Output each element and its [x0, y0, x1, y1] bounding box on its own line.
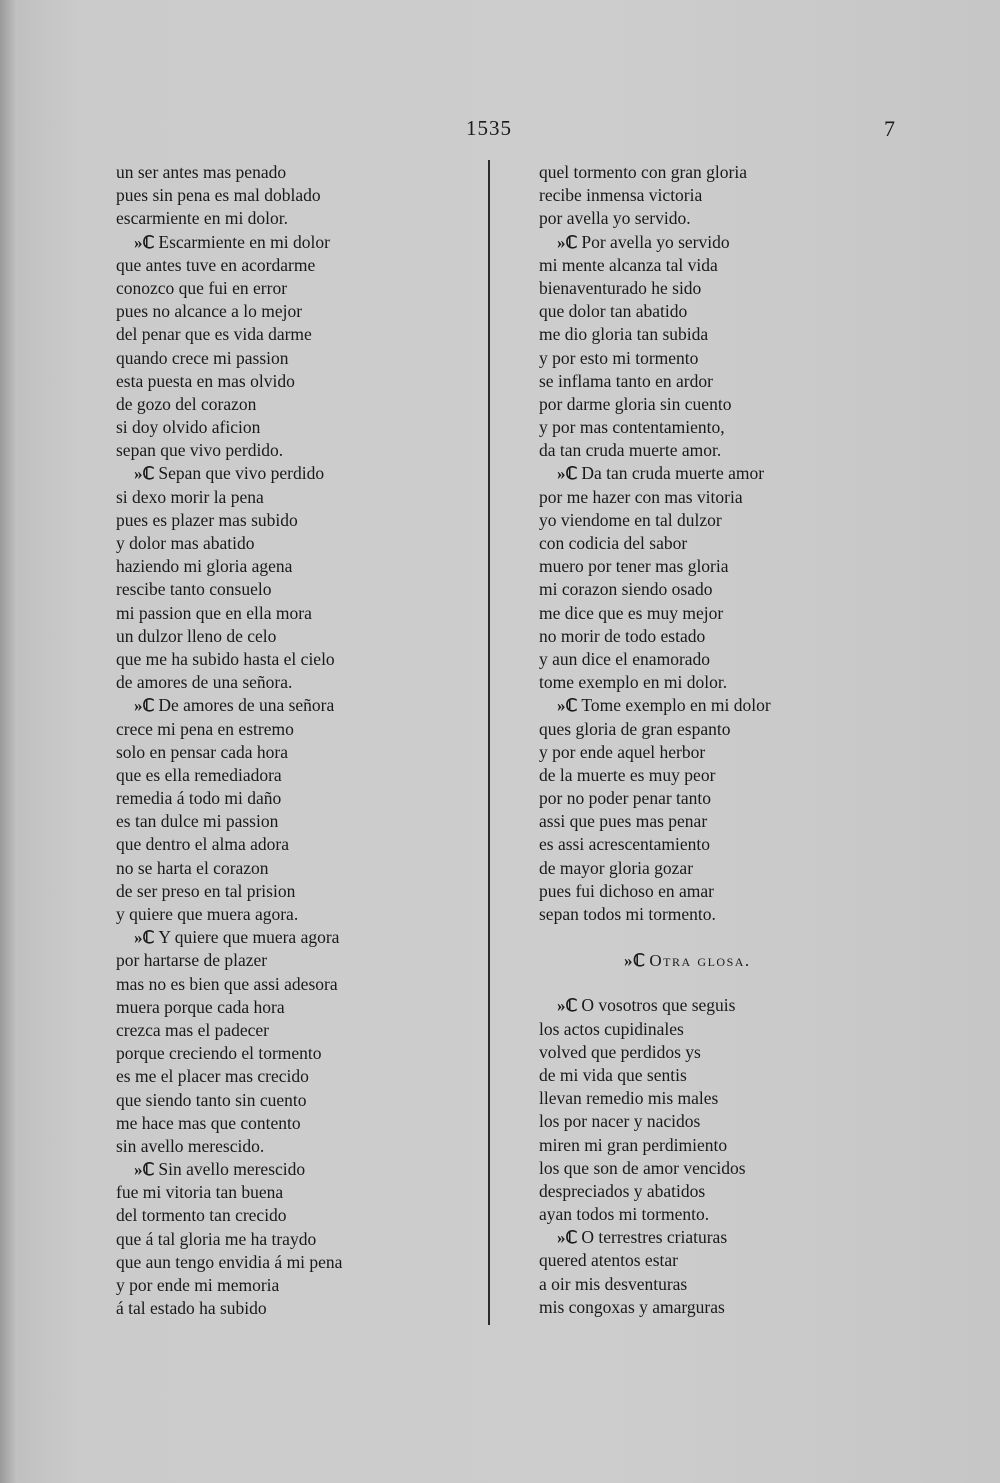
verse-line: [116, 996, 476, 1019]
stanza-first-line: [116, 1158, 476, 1181]
verse-line: [116, 439, 476, 462]
stanza-first-line: [116, 462, 476, 485]
verse-text: por no poder penar tanto: [539, 788, 712, 809]
verse-line: [116, 718, 476, 741]
verse-text: de mi vida que sentis: [539, 1064, 687, 1085]
verse-text: conozco que fui en error: [116, 277, 288, 298]
verse-text: Y quiere que muera agora: [158, 927, 340, 948]
verse-line: [116, 1112, 476, 1135]
verse-line: [539, 810, 869, 833]
verse-text: del tormento tan crecido: [116, 1205, 287, 1226]
verse-text: me dio gloria tan subida: [539, 324, 709, 345]
verse-text: muera porque cada hora: [116, 996, 285, 1017]
verse-text: del penar que es vida darme: [116, 324, 312, 345]
verse-line: [116, 787, 476, 810]
verse-line: [539, 602, 869, 625]
verse-line: [116, 949, 476, 972]
verse-text: O terrestres criaturas: [581, 1227, 728, 1248]
verse-text: a oir mis desventuras: [539, 1273, 688, 1294]
verse-text: Tome exemplo en mi dolor: [581, 695, 771, 716]
verse-text: pues fui dichoso en amar: [539, 880, 714, 901]
verse-text: los por nacer y nacidos: [539, 1111, 701, 1132]
verse-line: [539, 671, 869, 694]
verse-line: [539, 254, 869, 277]
verse-line: [116, 1297, 476, 1320]
verse-line: [539, 323, 869, 346]
verse-line: [539, 486, 869, 509]
stanza-mark: »ℂ: [557, 1228, 578, 1248]
verse-line: [116, 903, 476, 926]
stanza-mark: »ℂ: [557, 696, 578, 716]
verse-text: los actos cupidinales: [539, 1018, 684, 1039]
verse-text: miren mi gran perdimiento: [539, 1134, 728, 1155]
verse-line: [539, 1110, 869, 1133]
stanza-first-line: [539, 231, 869, 254]
verse-line: [539, 718, 869, 741]
verse-text: yo viendome en tal dulzor: [539, 509, 722, 530]
verse-line: [116, 1181, 476, 1204]
verse-text: no se harta el corazon: [116, 857, 269, 878]
verse-text: si doy olvido aficion: [116, 417, 261, 438]
verse-text: Da tan cruda muerte amor: [581, 463, 765, 484]
verse-line: [539, 184, 869, 207]
verse-text: sepan todos mi tormento.: [539, 904, 716, 924]
verse-text: y por mas contentamiento,: [539, 417, 725, 438]
verse-text: de ser preso en tal prision: [116, 880, 296, 901]
verse-line: [116, 1135, 476, 1158]
verse-line: [539, 1249, 869, 1272]
stanza-first-line: [116, 926, 476, 949]
signature-mark: 7: [884, 116, 895, 141]
verse-line: [116, 486, 476, 509]
verse-line: [539, 880, 869, 903]
stanza-first-line: [116, 231, 476, 254]
verse-line: [539, 1134, 869, 1157]
verse-text: es tan dulce mi passion: [116, 811, 279, 832]
verse-line: [539, 555, 869, 578]
verse-line: [539, 277, 869, 300]
verse-line: [116, 1065, 476, 1088]
page-edge-shadow: [0, 0, 18, 1483]
verse-text: escarmiente en mi dolor.: [116, 208, 289, 229]
verse-text: ayan todos mi tormento.: [539, 1204, 710, 1225]
verse-line: [539, 439, 869, 462]
verse-line: [116, 833, 476, 856]
stanza-first-line: [116, 694, 476, 717]
stanza-mark: »ℂ: [134, 928, 155, 948]
verse-line: [116, 1251, 476, 1274]
verse-line: [539, 833, 869, 856]
verse-text: de gozo del corazon: [116, 393, 257, 414]
verse-text: que antes tuve en acordarme: [116, 254, 316, 275]
verse-line: [116, 277, 476, 300]
right-column: [539, 161, 869, 1319]
verse-line: [116, 207, 476, 230]
verse-line: [116, 810, 476, 833]
verse-line: [539, 625, 869, 648]
verse-line: [116, 973, 476, 996]
stanza-mark: »ℂ: [557, 464, 578, 484]
verse-line: [116, 370, 476, 393]
verse-line: [539, 903, 869, 926]
verse-line: [539, 416, 869, 439]
verse-text: De amores de una señora: [158, 695, 335, 716]
verse-line: [116, 578, 476, 601]
verse-text: volved que perdidos ys: [539, 1041, 701, 1062]
verse-line: [116, 347, 476, 370]
verse-line: [116, 671, 476, 694]
verse-text: y por esto mi tormento: [539, 347, 699, 368]
verse-line: [539, 1203, 869, 1226]
verse-text: bienaventurado he sido: [539, 277, 702, 298]
verse-text: por avella yo servido.: [539, 208, 691, 229]
verse-text: quered atentos estar: [539, 1250, 678, 1271]
verse-line: [116, 254, 476, 277]
verse-text: me hace mas que contento: [116, 1112, 301, 1133]
verse-line: [539, 509, 869, 532]
verse-text: pues no alcance a lo mejor: [116, 301, 303, 322]
verse-text: un ser antes mas penado: [116, 162, 287, 182]
verse-line: [116, 323, 476, 346]
stanza-first-line: [539, 1226, 869, 1249]
stanza-first-line: [539, 462, 869, 485]
stanza-mark: »ℂ: [134, 1160, 155, 1180]
verse-text: fue mi vitoria tan buena: [116, 1182, 284, 1203]
verse-text: es assi acrescentamiento: [539, 834, 711, 855]
verse-line: [539, 1180, 869, 1203]
verse-line: [539, 1296, 869, 1319]
stanza-mark: »ℂ: [134, 464, 155, 484]
stanza-mark: »ℂ: [557, 232, 578, 252]
verse-text: sin avello merescido.: [116, 1135, 265, 1156]
verse-line: [116, 555, 476, 578]
verse-text: mas no es bien que assi adesora: [116, 973, 338, 994]
verse-line: [116, 1042, 476, 1065]
verse-line: [116, 857, 476, 880]
verse-line: [116, 509, 476, 532]
verse-line: [116, 161, 476, 184]
verse-line: [539, 161, 869, 184]
verse-text: con codicia del sabor: [539, 533, 688, 553]
verse-text: y dolor mas abatido: [116, 533, 255, 553]
stanza-mark: »ℂ: [624, 951, 646, 971]
verse-text: Escarmiente en mi dolor: [158, 231, 330, 252]
verse-line: [539, 532, 869, 555]
verse-text: da tan cruda muerte amor.: [539, 440, 722, 461]
right-column-glosa-verses: [539, 994, 869, 1319]
stanza-mark: »ℂ: [557, 996, 578, 1016]
verse-line: [539, 1087, 869, 1110]
verse-text: y por ende mi memoria: [116, 1275, 280, 1295]
verse-text: remedia á todo mi daño: [116, 788, 282, 809]
verse-text: solo en pensar cada hora: [116, 741, 289, 762]
verse-line: [539, 1064, 869, 1087]
verse-line: [539, 578, 869, 601]
verse-text: rescibe tanto consuelo: [116, 579, 272, 600]
verse-line: [539, 207, 869, 230]
verse-text: de amores de una señora.: [116, 672, 293, 693]
verse-text: mi corazon siendo osado: [539, 579, 713, 600]
stanza-first-line: [539, 994, 869, 1017]
verse-text: de la muerte es muy peor: [539, 764, 716, 785]
verse-text: Sin avello merescido: [158, 1159, 306, 1180]
column-divider: [488, 160, 490, 1325]
verse-line: [539, 764, 869, 787]
verse-line: [116, 300, 476, 323]
verse-text: mis congoxas y amarguras: [539, 1296, 725, 1317]
verse-line: [116, 393, 476, 416]
verse-text: haziendo mi gloria agena: [116, 556, 293, 577]
verse-text: se inflama tanto en ardor: [539, 370, 713, 391]
verse-text: Por avella yo servido: [581, 231, 730, 252]
verse-line: [116, 880, 476, 903]
verse-text: mi passion que en ella mora: [116, 602, 312, 623]
verse-text: quando crece mi passion: [116, 347, 289, 368]
verse-text: assi que pues mas penar: [539, 811, 708, 832]
verse-text: los que son de amor vencidos: [539, 1157, 746, 1178]
verse-line: [539, 1018, 869, 1041]
verse-text: despreciados y abatidos: [539, 1180, 706, 1201]
verse-line: [116, 741, 476, 764]
verse-line: [116, 602, 476, 625]
verse-line: [539, 741, 869, 764]
verse-line: [539, 857, 869, 880]
verse-text: me dice que es muy mejor: [539, 602, 724, 623]
verse-text: por darme gloria sin cuento: [539, 393, 732, 414]
verse-text: si dexo morir la pena: [116, 486, 264, 507]
verse-line: [539, 347, 869, 370]
verse-text: por me hazer con mas vitoria: [539, 486, 743, 507]
verse-text: y por ende aquel herbor: [539, 741, 706, 762]
verse-line: [539, 393, 869, 416]
verse-line: [116, 625, 476, 648]
verse-text: es me el placer mas crecido: [116, 1066, 309, 1087]
verse-text: ques gloria de gran espanto: [539, 718, 731, 739]
verse-line: [539, 300, 869, 323]
verse-text: de mayor gloria gozar: [539, 857, 694, 878]
verse-text: y quiere que muera agora.: [116, 904, 299, 924]
verse-line: [539, 648, 869, 671]
left-column: [116, 161, 476, 1320]
verse-text: O vosotros que seguis: [581, 995, 736, 1016]
verse-text: tome exemplo en mi dolor.: [539, 672, 728, 693]
verse-text: que aun tengo envidia á mi pena: [116, 1251, 343, 1272]
verse-text: y aun dice el enamorado: [539, 648, 711, 669]
verse-line: [539, 370, 869, 393]
verse-text: sepan que vivo perdido.: [116, 440, 284, 461]
verse-text: á tal estado ha subido: [116, 1298, 267, 1319]
verse-text: que me ha subido hasta el cielo: [116, 648, 335, 669]
page-number: 1535: [466, 116, 512, 140]
verse-text: llevan remedio mis males: [539, 1088, 719, 1109]
verse-line: [539, 787, 869, 810]
verse-text: que dolor tan abatido: [539, 301, 688, 322]
stanza-mark: »ℂ: [134, 232, 155, 252]
verse-line: [116, 764, 476, 787]
verse-text: pues sin pena es mal doblado: [116, 185, 321, 206]
verse-line: [116, 532, 476, 555]
verse-line: [116, 1204, 476, 1227]
verse-line: [116, 648, 476, 671]
right-column-verses: [539, 161, 869, 926]
stanza-first-line: [539, 694, 869, 717]
verse-line: [539, 1157, 869, 1180]
verse-text: esta puesta en mas olvido: [116, 370, 295, 391]
verse-line: [116, 1274, 476, 1297]
verse-text: un dulzor lleno de celo: [116, 625, 277, 646]
section-heading-text: Otra glosa.: [649, 951, 751, 971]
verse-text: crezca mas el padecer: [116, 1019, 270, 1040]
stanza-mark: »ℂ: [134, 696, 155, 716]
verse-text: que dentro el alma adora: [116, 834, 289, 855]
verse-line: [116, 416, 476, 439]
verse-text: mi mente alcanza tal vida: [539, 254, 718, 275]
verse-text: que á tal gloria me ha traydo: [116, 1228, 317, 1249]
verse-text: que siendo tanto sin cuento: [116, 1089, 307, 1110]
section-heading: [539, 949, 869, 972]
verse-text: no morir de todo estado: [539, 625, 706, 646]
verse-line: [539, 1273, 869, 1296]
verse-line: [539, 1041, 869, 1064]
verse-line: [116, 1019, 476, 1042]
verse-text: quel tormento con gran gloria: [539, 162, 747, 182]
verse-text: pues es plazer mas subido: [116, 509, 298, 530]
verse-text: Sepan que vivo perdido: [158, 463, 325, 484]
verse-line: [116, 184, 476, 207]
verse-text: recibe inmensa victoria: [539, 185, 703, 206]
verse-text: muero por tener mas gloria: [539, 556, 729, 577]
verse-text: crece mi pena en estremo: [116, 718, 294, 739]
verse-text: que es ella remediadora: [116, 764, 282, 785]
verse-line: [116, 1228, 476, 1251]
verse-text: porque creciendo el tormento: [116, 1043, 322, 1064]
verse-text: por hartarse de plazer: [116, 950, 268, 971]
verse-line: [116, 1089, 476, 1112]
